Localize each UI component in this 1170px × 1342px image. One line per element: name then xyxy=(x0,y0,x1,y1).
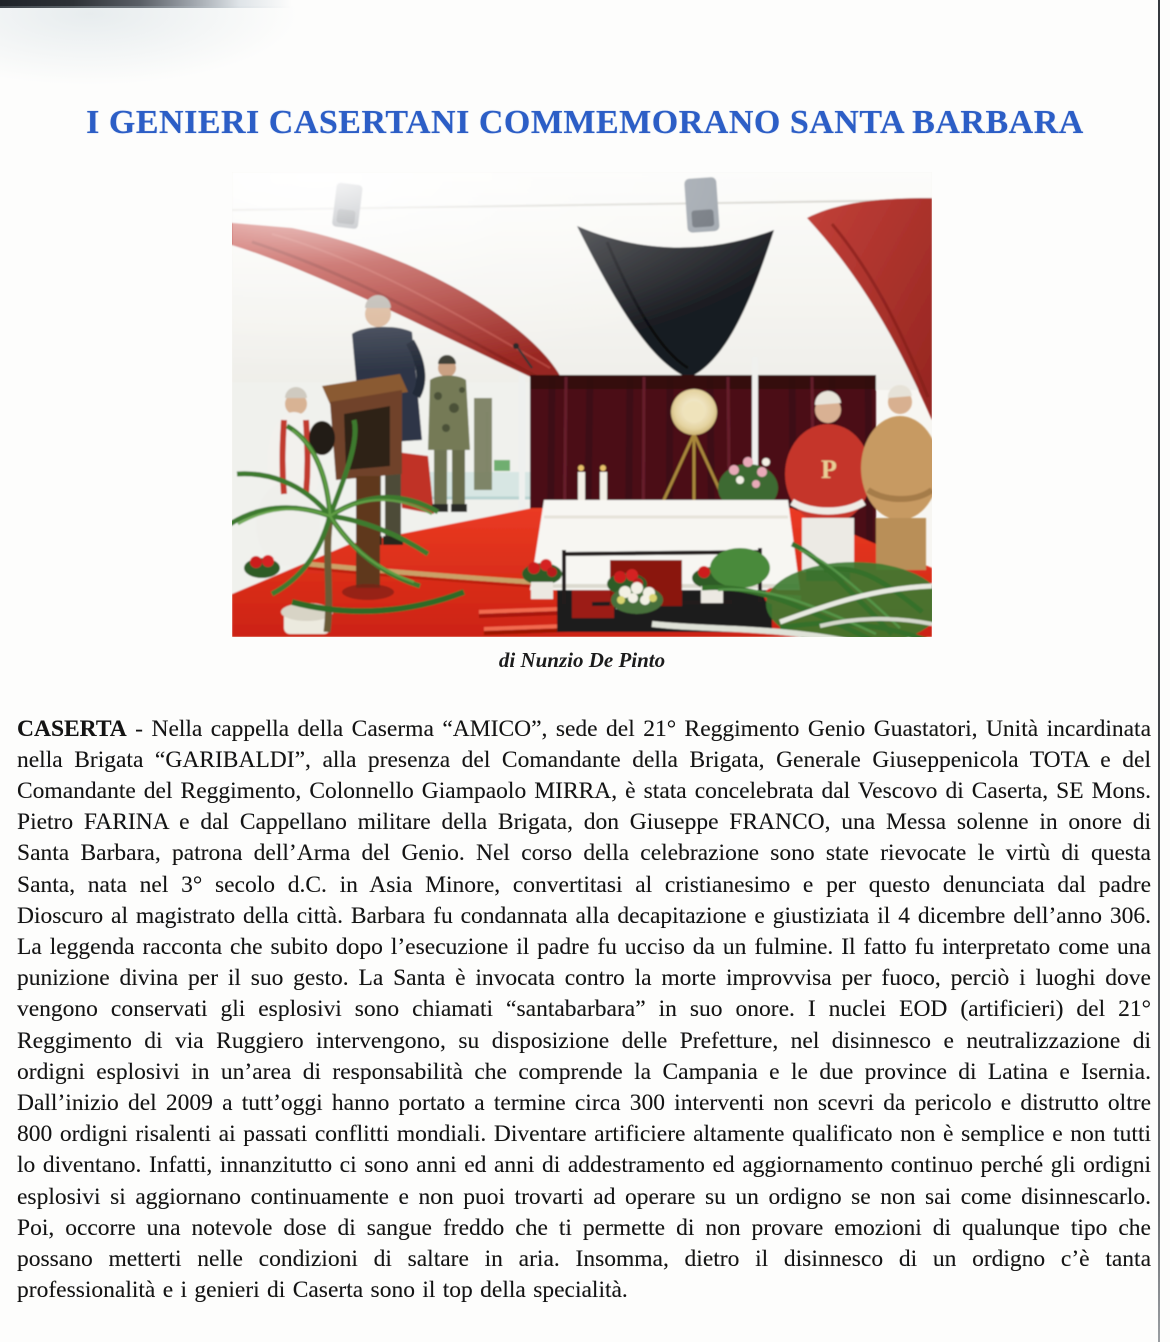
scan-artifact-smudge xyxy=(0,6,300,86)
article-title: I GENIERI CASERTANI COMMEMORANO SANTA BARBARA xyxy=(86,104,1084,141)
article-lead-word: CASERTA xyxy=(17,715,127,742)
article-text: Nella cappella della Caserma “AMICO”, sede del 21° Reggimento Genio Guastatori, Unità incardinata nella Brigata “GARIBALDI”, alla presenza del Comandante della Brigata, Generale Giuseppenicola TOTA e del Comandante del Reggimento, Colonnello Giampaolo MIRRA, è stata concelebrata dal Vescovo di Caserta, SE Mons. Pietro FARINA e dal Cappellano militare della Brigata, don Giuseppe FRANCO, una Messa solenne in onore di Santa Barbara, patrona dell’Arma del Genio. Nel corso della celebrazione sono state rievocate le virtù di questa Santa, nata nel 3° secolo d.C. in Asia Minore, convertitasi al cristianesimo e per questo denunciata dal padre Dioscuro al magistrato della città. Barbara fu condannata alla decapitazione e giustiziata il 4 dicembre dell’anno 306. La leggenda racconta che subito dopo l’esecuzione il padre fu ucciso da un fulmine. Il fatto fu interpretato come una punizione divina per il suo gesto. La Santa è invocata contro la morte improvvisa per fuoco, perciò i luoghi dove vengono conservati gli esplosivi sono chiamati “santabarbara” in suo onore. I nuclei EOD (artificieri) del 21° Reggimento di via Ruggiero intervengono, su disposizione delle Prefetture, nel disinnesco e neutralizzazione di ordigni esplosivi in un’area di responsabilità che comprende la Campania e le due province di Latina e Isernia. Dall’inizio del 2009 a tutt’oggi hanno portato a termine circa 300 interventi non scevri da pericolo e distrutto oltre 800 ordigni risalenti ai passati conflitti mondiali. Diventare artificiere altamente qualificato non è semplice e non tutti lo diventano. Infatti, innanzitutto ci sono anni ed anni di addestramento ed aggiornamento continuo perché gli ordigni esplosivi si aggiornano continuamente e non puoi trovarti ad operare su un ordigno se non sai come disinnescarlo. Poi, occorre una notevole dose di sangue freddo che ti permette di non provare emozioni di qualunque tipo che possano metterti nelle condizioni di saltare in aria. Insomma, dietro il disinnesco di un ordigno c’è tanta professionalità e i genieri di Caserta sono il top della specialità. xyxy=(17,715,1152,1304)
svg-text:P: P xyxy=(821,455,837,484)
article-separator: - xyxy=(126,715,152,742)
scan-artifact-right-edge-line xyxy=(1158,0,1160,1342)
photo-overexposure xyxy=(232,172,932,432)
ceremony-photo xyxy=(232,172,932,637)
ceremony-photo-illustration xyxy=(232,172,932,637)
article-body xyxy=(17,714,1151,1307)
article-byline: di Nunzio De Pinto xyxy=(498,648,666,672)
